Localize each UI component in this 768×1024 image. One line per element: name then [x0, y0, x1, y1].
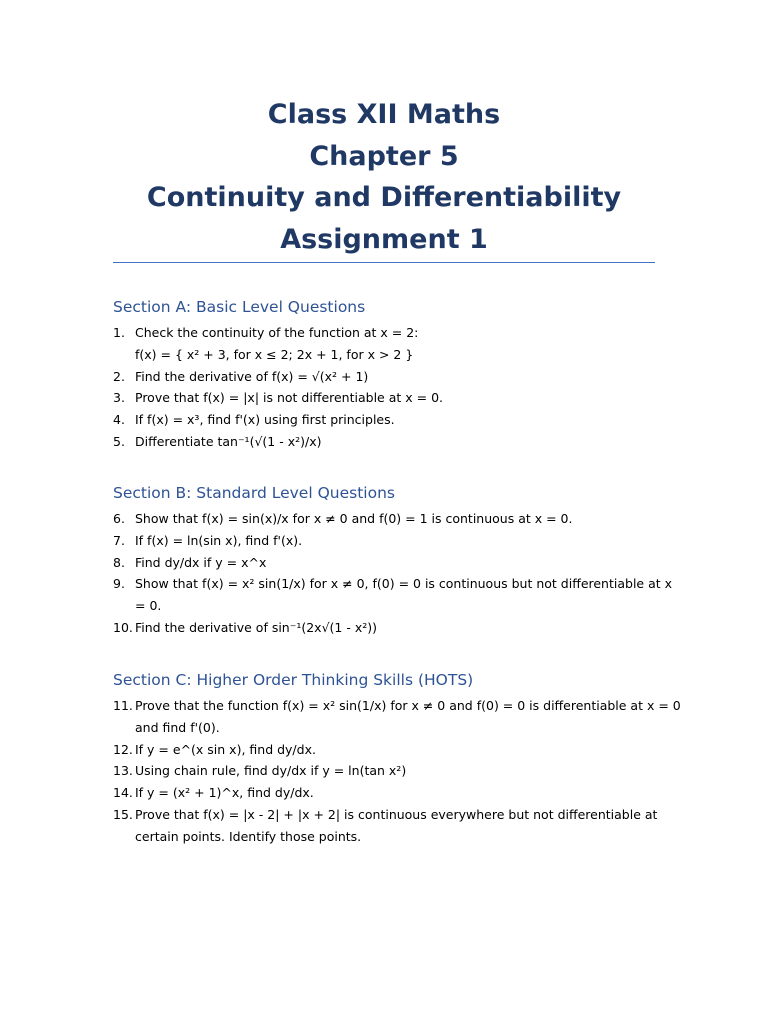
- section-b-heading: Section B: Standard Level Questions: [113, 484, 395, 502]
- question-3: [113, 387, 658, 409]
- question-15: [113, 804, 658, 848]
- question-5: [113, 431, 658, 453]
- question-number: 5.: [113, 433, 125, 449]
- question-number: 6.: [113, 511, 125, 526]
- question-text: If y = (x² + 1)^x, find dy/dx.: [135, 785, 314, 801]
- section-a: [113, 297, 658, 453]
- question-8: [113, 552, 658, 574]
- question-7: [113, 530, 658, 552]
- question-6: [113, 508, 658, 530]
- question-14: [113, 782, 658, 804]
- title-class: Class XII Maths: [267, 99, 501, 130]
- title-divider: [113, 262, 655, 263]
- question-text-continued: certain points. Identify those points.: [135, 828, 362, 844]
- question-text: Prove that f(x) = |x - 2| + |x + 2| is continuous everywhere but not differentiable at: [135, 806, 658, 822]
- question-number: 9.: [113, 576, 125, 592]
- question-text: Using chain rule, find dy/dx if y = ln(tan x²): [135, 763, 407, 779]
- question-text: Show that f(x) = x² sin(1/x) for x ≠ 0, f(0) = 0 is continuous but not differentiable at x: [135, 576, 673, 592]
- question-number: 14.: [113, 785, 133, 801]
- question-text: If f(x) = x³, find f'(x) using first principles.: [135, 412, 395, 428]
- section-c-heading: Section C: Higher Order Thinking Skills (HOTS): [113, 671, 474, 689]
- question-text: Find the derivative of sin⁻¹(2x√(1 - x²)): [135, 619, 377, 635]
- question-4: [113, 409, 658, 431]
- question-text: Find dy/dx if y = x^x: [135, 554, 267, 570]
- question-number: 11.: [113, 698, 133, 713]
- question-number: 15.: [113, 806, 133, 822]
- question-13: [113, 760, 658, 782]
- question-2: [113, 366, 658, 388]
- question-text-continued: f(x) = { x² + 3, for x ≤ 2; 2x + 1, for x > 2 }: [135, 346, 414, 362]
- question-number: 8.: [113, 554, 125, 570]
- document-title: [113, 94, 655, 260]
- question-11: [113, 695, 681, 739]
- section-c: [113, 670, 681, 848]
- title-topic: Continuity and Differentiability: [146, 182, 622, 213]
- section-a-heading: Section A: Basic Level Questions: [113, 298, 366, 316]
- question-text-continued: = 0.: [135, 598, 162, 614]
- title-chapter: Chapter 5: [309, 140, 459, 172]
- section-b: [113, 483, 673, 639]
- question-text: Find the derivative of f(x) = √(x² + 1): [135, 368, 369, 384]
- question-text: Prove that f(x) = |x| is not differentiable at x = 0.: [135, 390, 443, 406]
- question-text: If f(x) = ln(sin x), find f'(x).: [135, 532, 303, 548]
- question-1: [113, 322, 658, 366]
- question-number: 2.: [113, 368, 125, 384]
- question-12: [113, 739, 658, 761]
- question-text: Show that f(x) = sin(x)/x for x ≠ 0 and f(0) = 1 is continuous at x = 0.: [135, 511, 573, 526]
- question-number: 7.: [113, 532, 125, 548]
- question-text: If y = e^(x sin x), find dy/dx.: [135, 741, 316, 757]
- question-9: [113, 573, 673, 617]
- question-number: 1.: [113, 325, 125, 340]
- question-number: 3.: [113, 390, 125, 406]
- question-text: Prove that the function f(x) = x² sin(1/x) for x ≠ 0 and f(0) = 0 is differentiable at x = 0: [135, 698, 681, 713]
- title-assignment: Assignment 1: [280, 223, 488, 255]
- question-text: Differentiate tan⁻¹(√(1 - x²)/x): [135, 433, 322, 449]
- question-text-continued: and find f'(0).: [135, 719, 220, 735]
- question-number: 4.: [113, 412, 125, 428]
- question-10: [113, 617, 658, 639]
- question-text: Check the continuity of the function at x = 2:: [135, 325, 419, 340]
- question-number: 10.: [113, 619, 133, 635]
- question-number: 13.: [113, 763, 133, 779]
- question-number: 12.: [113, 741, 133, 757]
